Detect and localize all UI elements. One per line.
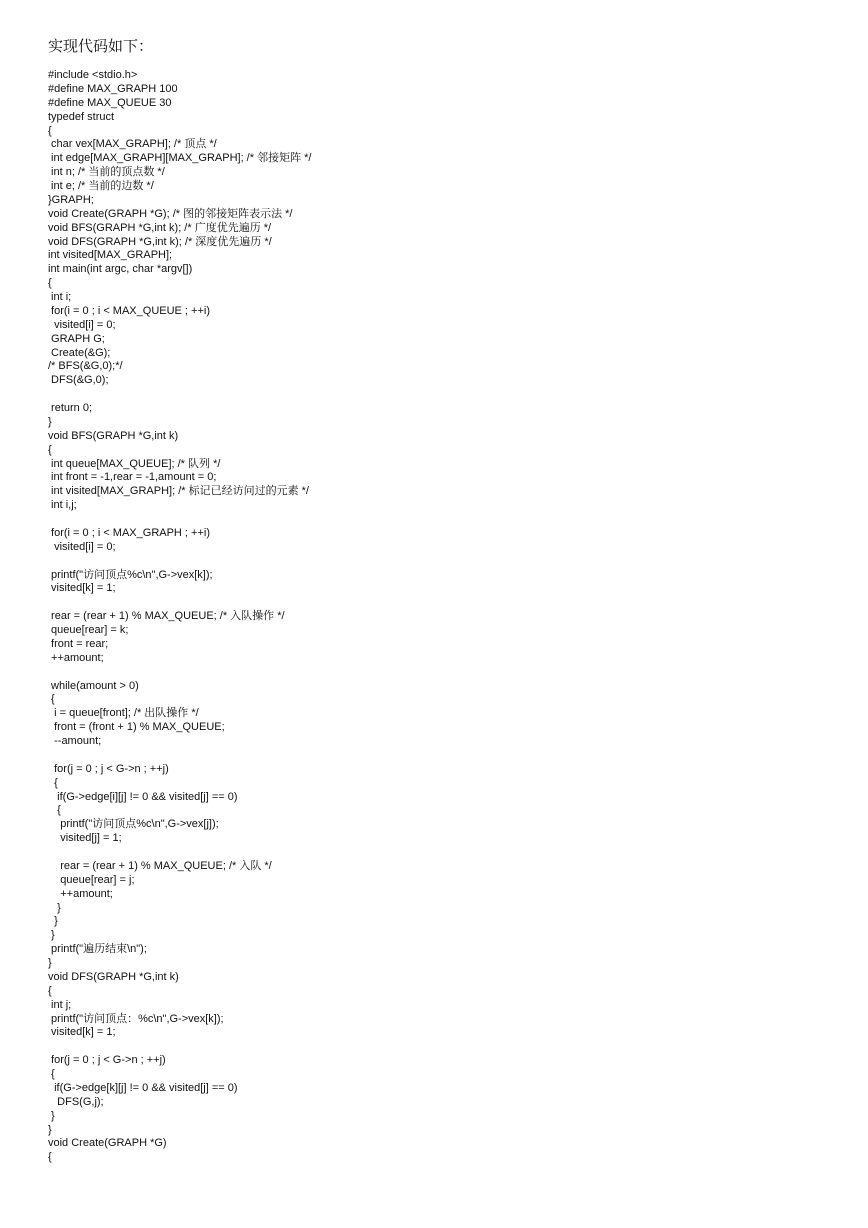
code-line: } xyxy=(48,915,58,928)
code-line: visited[i] = 0; xyxy=(48,540,116,553)
code-line: front = rear; xyxy=(48,637,109,650)
code-line: visited[k] = 1; xyxy=(48,1026,116,1039)
code-line: int visited[MAX_GRAPH]; /* 标记已经访问过的元素 */ xyxy=(48,485,309,498)
code-line: rear = (rear + 1) % MAX_QUEUE; /* 入队操作 */ xyxy=(48,610,285,623)
code-line: { xyxy=(48,277,52,290)
code-line: visited[i] = 0; xyxy=(48,318,116,331)
page-heading: 实现代码如下： xyxy=(48,38,154,55)
code-line xyxy=(48,846,848,860)
code-line: } xyxy=(48,957,52,969)
code-line: char vex[MAX_GRAPH]; /* 顶点 */ xyxy=(48,138,217,151)
code-line: GRAPH G; xyxy=(48,332,105,345)
code-line: void Create(GRAPH *G) xyxy=(48,1137,167,1150)
code-line: } xyxy=(48,1109,55,1122)
code-line xyxy=(48,666,848,680)
code-line: queue[rear] = j; xyxy=(48,873,135,886)
code-line: i = queue[front]; /* 出队操作 */ xyxy=(48,707,199,720)
code-line: front = (front + 1) % MAX_QUEUE; xyxy=(48,721,225,734)
code-line: printf("访问顶点%c\n",G->vex[j]); xyxy=(48,818,219,831)
code-line: int i,j; xyxy=(48,499,77,512)
code-line: { xyxy=(48,1068,55,1080)
code-line: printf("访问顶点%c\n",G->vex[k]); xyxy=(48,568,213,581)
code-line: } xyxy=(48,901,61,914)
code-line: int e; /* 当前的边数 */ xyxy=(48,180,154,192)
code-line: #include <stdio.h> xyxy=(48,69,138,81)
code-line: int front = -1,rear = -1,amount = 0; xyxy=(48,471,217,484)
code-line: while(amount > 0) xyxy=(48,679,139,692)
code-line: rear = (rear + 1) % MAX_QUEUE; /* 入队 */ xyxy=(48,859,272,872)
code-line xyxy=(48,749,848,763)
code-line xyxy=(48,596,848,610)
code-line: { xyxy=(48,124,52,137)
code-line: void DFS(GRAPH *G,int k) xyxy=(48,970,179,983)
code-line: int j; xyxy=(48,998,72,1011)
code-line: ++amount; xyxy=(48,887,113,900)
code-line: queue[rear] = k; xyxy=(48,624,129,636)
code-line: void Create(GRAPH *G); /* 图的邻接矩阵表示法 */ xyxy=(48,207,293,220)
code-line: if(G->edge[i][j] != 0 && visited[j] == 0) xyxy=(48,790,238,803)
code-line: ++amount; xyxy=(48,651,104,664)
code-line: visited[j] = 1; xyxy=(48,832,122,845)
code-line: { xyxy=(48,804,61,817)
code-line: for(j = 0 ; j < G->n ; ++j) xyxy=(48,1054,166,1067)
code-line: int edge[MAX_GRAPH][MAX_GRAPH]; /* 邻接矩阵 */ xyxy=(48,152,312,165)
code-line: for(i = 0 ; i < MAX_QUEUE ; ++i) xyxy=(48,304,210,317)
code-line: for(j = 0 ; j < G->n ; ++j) xyxy=(48,762,169,775)
code-line xyxy=(48,513,848,527)
code-line: --amount; xyxy=(48,735,102,747)
code-line: { xyxy=(48,1151,52,1164)
code-line xyxy=(48,1040,848,1054)
code-line: int queue[MAX_QUEUE]; /* 队列 */ xyxy=(48,457,221,470)
code-line xyxy=(48,388,848,402)
code-line: DFS(G,j); xyxy=(48,1095,104,1108)
code-line: void BFS(GRAPH *G,int k) xyxy=(48,429,179,442)
code-block xyxy=(48,69,848,1165)
code-line: { xyxy=(48,984,52,997)
code-line: /* BFS(&G,0);*/ xyxy=(48,360,123,373)
code-line: int i; xyxy=(48,291,72,303)
code-line: } xyxy=(48,415,52,428)
code-line: int n; /* 当前的顶点数 */ xyxy=(48,166,165,179)
code-line: DFS(&G,0); xyxy=(48,374,109,387)
code-line: return 0; xyxy=(48,402,93,414)
code-line: for(i = 0 ; i < MAX_GRAPH ; ++i) xyxy=(48,526,210,539)
code-line: void DFS(GRAPH *G,int k); /* 深度优先遍历 */ xyxy=(48,235,272,248)
code-line: printf("遍历结束\n"); xyxy=(48,943,147,956)
code-line: void BFS(GRAPH *G,int k); /* 广度优先遍历 */ xyxy=(48,221,272,234)
code-line xyxy=(48,555,848,569)
code-line: if(G->edge[k][j] != 0 && visited[j] == 0) xyxy=(48,1081,238,1094)
code-line: int main(int argc, char *argv[]) xyxy=(48,263,193,276)
code-line: #define MAX_QUEUE 30 xyxy=(48,96,172,109)
code-line: visited[k] = 1; xyxy=(48,582,116,595)
code-line: Create(&G); xyxy=(48,346,111,359)
code-line: { xyxy=(48,693,55,706)
code-line: #define MAX_GRAPH 100 xyxy=(48,82,178,95)
code-line: { xyxy=(48,443,52,456)
code-line: typedef struct xyxy=(48,110,115,123)
code-line: printf("访问顶点：%c\n",G->vex[k]); xyxy=(48,1012,224,1025)
code-line: } xyxy=(48,1123,52,1136)
code-line: } xyxy=(48,929,55,942)
code-line: }GRAPH; xyxy=(48,193,94,206)
code-line: { xyxy=(48,776,58,789)
code-line: int visited[MAX_GRAPH]; xyxy=(48,249,173,262)
